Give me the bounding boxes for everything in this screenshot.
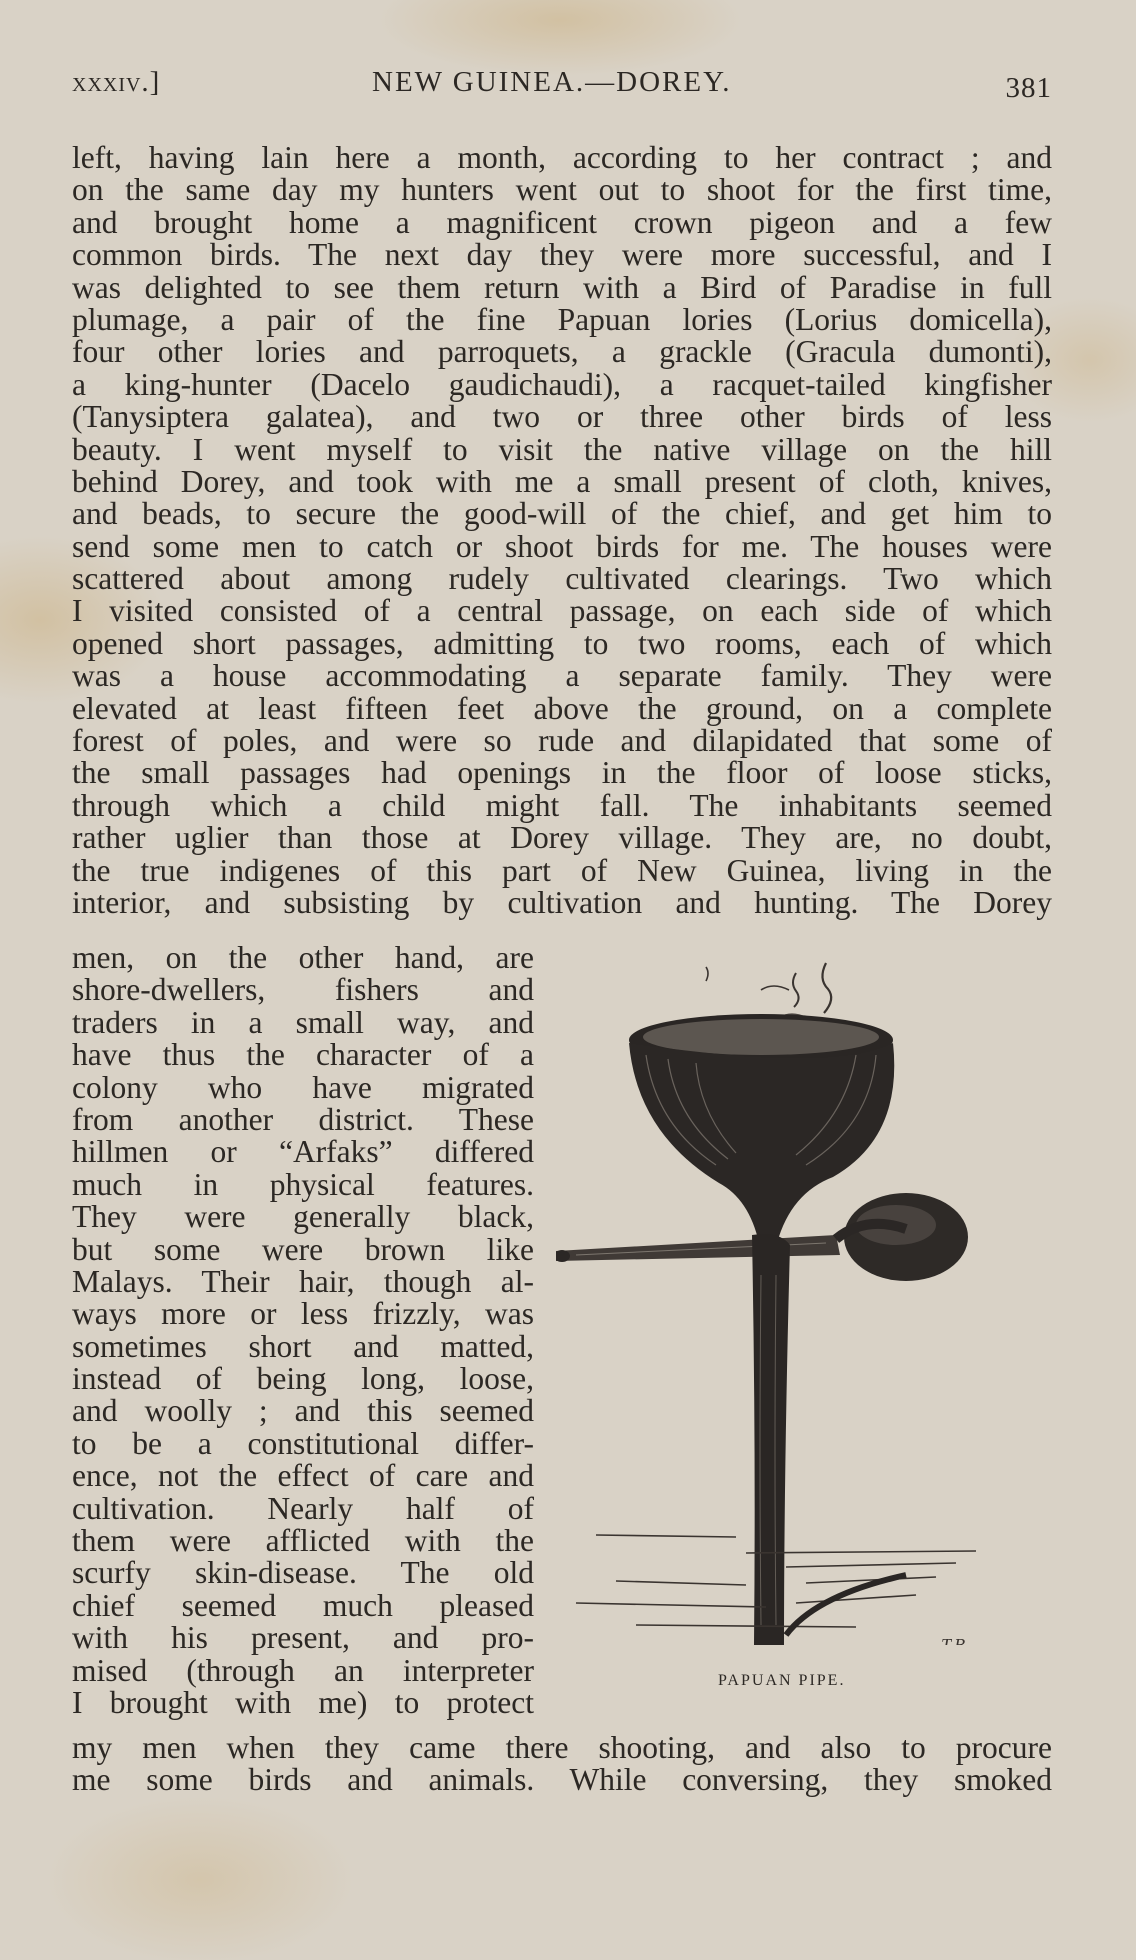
text-line: much in physical features. [72,1166,534,1202]
text-line: the true indigenes of this part of New Guinea, living in the [72,852,1052,888]
text-line: four other lories and parroquets, a grackle (Gracula dumonti), [72,334,1052,370]
papuan-pipe-illustration [556,955,1016,1645]
text-line: I brought with me) to protect [72,1684,534,1720]
text-line: men, on the other hand, are [72,940,534,975]
text-line: They were generally black, [72,1199,534,1235]
text-line: was delighted to see them return with a Bird of Paradise in full [72,269,1052,305]
text-line: but some were brown like [72,1231,534,1267]
text-line: and beads, to secure the good-will of the chief, and get him to [72,496,1052,532]
page-number: 381 [1005,72,1052,104]
text-line: interior, and subsisting by cultivation and hunting. The Dorey [72,884,1052,920]
chapter-marker: xxxiv.] [72,66,161,98]
artist-signature: T.B. [941,1635,970,1645]
text-line: colony who have migrated [72,1069,534,1105]
text-line: me some birds and animals. While conversing, they smoked [72,1762,1052,1798]
body-text-column [72,942,534,1719]
text-line: shore-dwellers, fishers and [72,972,534,1008]
text-line: and brought home a magnificent crown pigeon and a few [72,204,1052,240]
text-line: to be a constitutional differ- [72,1425,534,1461]
text-line: ways more or less frizzly, was [72,1296,534,1332]
text-line: cultivation. Nearly half of [72,1490,534,1526]
figure-caption: PAPUAN PIPE. [718,1672,846,1689]
text-line: sometimes short and matted, [72,1328,534,1364]
text-line: scattered about among rudely cultivated clearings. Two which [72,561,1052,597]
text-line: behind Dorey, and took with me a small present of cloth, knives, [72,463,1052,499]
text-line: my men when they came there shooting, and also to procure [72,1730,1052,1765]
text-line: hillmen or “Arfaks” differed [72,1134,534,1170]
text-line: I visited consisted of a central passage, on each side of which [72,593,1052,629]
text-line: forest of poles, and were so rude and dilapidated that some of [72,723,1052,759]
text-line: beauty. I went myself to visit the native village on the hill [72,431,1052,467]
text-line: mised (through an interpreter [72,1652,534,1688]
text-line: have thus the character of a [72,1037,534,1073]
text-line: Malays. Their hair, though al- [72,1263,534,1299]
text-line: from another district. These [72,1101,534,1137]
body-text-top [72,142,1052,919]
text-line: on the same day my hunters went out to shoot for the first time, [72,172,1052,208]
running-title: NEW GUINEA.—DOREY. [372,66,732,98]
text-line: the small passages had openings in the floor of loose sticks, [72,755,1052,791]
text-line: ence, not the effect of care and [72,1458,534,1494]
text-line: plumage, a pair of the fine Papuan lories (Lorius domicella), [72,301,1052,337]
text-line: rather uglier than those at Dorey village. They are, no doubt, [72,820,1052,856]
text-line: send some men to catch or shoot birds for me. The houses were [72,528,1052,564]
text-line: common birds. The next day they were more successful, and I [72,237,1052,273]
text-line: opened short passages, admitting to two rooms, each of which [72,625,1052,661]
text-line: through which a child might fall. The inhabitants seemed [72,787,1052,823]
text-line: chief seemed much pleased [72,1587,534,1623]
text-line: with his present, and pro- [72,1620,534,1656]
text-line: scurfy skin-disease. The old [72,1555,534,1591]
text-line: and woolly ; and this seemed [72,1393,534,1429]
text-line: them were afflicted with the [72,1523,534,1559]
text-line: was a house accommodating a separate family. They were [72,658,1052,694]
text-line: left, having lain here a month, according to her contract ; and [72,140,1052,175]
text-line: (Tanysiptera galatea), and two or three other birds of less [72,399,1052,435]
text-line: traders in a small way, and [72,1004,534,1040]
text-line: elevated at least fifteen feet above the ground, on a complete [72,690,1052,726]
text-line: a king-hunter (Dacelo gaudichaudi), a racquet-tailed kingfisher [72,366,1052,402]
running-header [72,66,1052,106]
body-text-bottom [72,1732,1052,1797]
text-line: instead of being long, loose, [72,1361,534,1397]
